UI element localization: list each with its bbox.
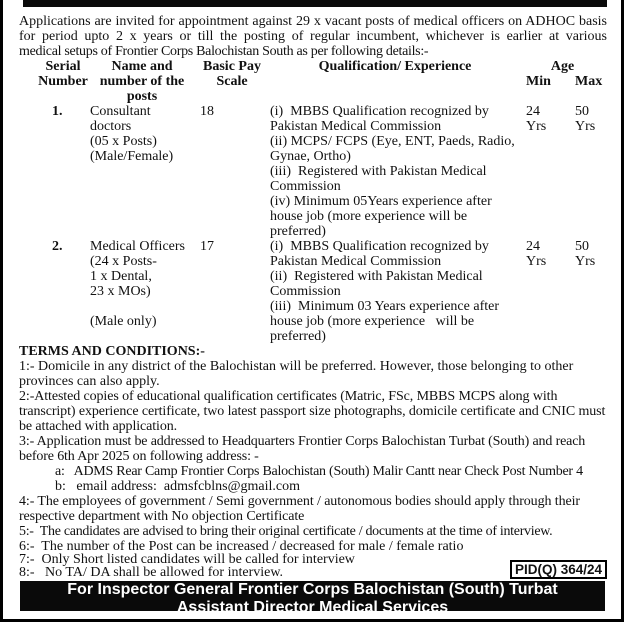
row-qualification: (i) MBBS Qualification recognized by	[270, 239, 489, 254]
term-item: 7:- Only Short listed candidates will be called for interview	[19, 552, 355, 567]
address-line-email: b: email address: admsfcblns@gmail.com	[55, 479, 301, 494]
header-qualification: Qualification/ Experience	[318, 59, 472, 74]
row-pay-scale: 17	[200, 239, 214, 254]
term-item: 8:- No TA/ DA shall be allowed for interview.	[19, 565, 284, 580]
row-qualification: Commission	[270, 179, 341, 194]
row-qualification: (iii) Minimum 03 Years experience after	[270, 299, 499, 314]
row-post-name: (24 x Posts-	[90, 254, 157, 269]
row-qualification: (ii) Registered with Pakistan Medical	[270, 269, 483, 284]
intro-line: for period upto 2 x years or till the posting of regular incumbent, whichever is earlier at various	[19, 29, 607, 44]
row-qualification: preferred)	[270, 224, 326, 239]
row-qualification: preferred)	[270, 329, 326, 344]
row-serial: 1.	[52, 104, 63, 119]
row-age-min: 24	[526, 104, 540, 119]
header-pay-scale: Scale	[216, 74, 248, 89]
header-name: posts	[126, 89, 158, 104]
footer-designation: Assistant Director Medical Services	[176, 599, 449, 616]
header-age-max: Max	[575, 74, 603, 89]
row-age-max: Yrs	[575, 119, 596, 134]
row-post-name: (Male only)	[90, 314, 157, 329]
row-age-min: Yrs	[526, 254, 547, 269]
row-age-min: Yrs	[526, 119, 547, 134]
footer-signatory: For Inspector General Frontier Corps Balochistan (South) Turbat	[67, 581, 558, 598]
row-post-name: (05 x Posts)	[90, 134, 157, 149]
row-qualification: Gynae, Ortho)	[270, 149, 351, 164]
header-serial: Serial	[45, 59, 81, 74]
row-post-name: 1 x Dental,	[90, 269, 152, 284]
row-qualification: Pakistan Medical Commission	[270, 119, 442, 134]
header-age: Age	[550, 59, 575, 74]
row-qualification: Commission	[270, 284, 341, 299]
row-qualification: Pakistan Medical Commission	[270, 254, 442, 269]
header-age-min: Min	[526, 74, 551, 89]
row-qualification: (iv) Minimum 05Years experience after	[270, 194, 492, 209]
row-post-name: 23 x MOs)	[90, 284, 151, 299]
row-age-max: 50	[575, 239, 589, 254]
row-age-min: 24	[526, 239, 540, 254]
terms-title: TERMS AND CONDITIONS:-	[19, 344, 205, 359]
row-age-max: 50	[575, 104, 589, 119]
term-item: 1:- Domicile in any district of the Balochistan will be preferred. However, those belonging to other provinces can also apply.	[19, 359, 574, 389]
row-age-max: Yrs	[575, 254, 596, 269]
row-pay-scale: 18	[200, 104, 214, 119]
term-item: 2:-Attested copies of educational qualification certificates (Matric, FSc, MBBS MCPS along with transcript) experience certificate, two latest passport size photographs, domicile certificate and CNIC must be attached with application.	[19, 389, 606, 434]
header-serial: Number	[38, 74, 88, 89]
row-qualification: house job (more experience will be	[270, 209, 468, 224]
row-serial: 2.	[52, 239, 63, 254]
intro-line: medical setups of Frontier Corps Balochistan South as per following details:-	[19, 44, 429, 59]
term-item: 4:- The employees of government / Semi government / autonomous bodies should apply through their respective department with No objection Certificate	[19, 494, 580, 524]
row-post-name: (Male/Female)	[90, 149, 174, 164]
footer-bar	[20, 581, 605, 616]
row-post-name: Medical Officers	[90, 239, 185, 254]
row-qualification: (ii) MCPS/ FCPS (Eye, ENT, Paeds, Radio,	[270, 134, 515, 149]
row-qualification: house job (more experience will be	[270, 314, 475, 329]
header-name: Name and	[111, 59, 173, 74]
pid-badge: PID(Q) 364/24	[510, 560, 607, 579]
header-pay-scale: Basic Pay	[203, 59, 261, 74]
row-qualification: (iii) Registered with Pakistan Medical	[270, 164, 487, 179]
row-post-name: doctors	[90, 119, 132, 134]
term-item: 5:- The candidates are advised to bring their original certificate / documents at the time of interview.	[19, 524, 553, 539]
row-qualification: (i) MBBS Qualification recognized by	[270, 104, 489, 119]
header-bar	[23, 0, 607, 7]
term-item: 3:- Application must be addressed to Headquarters Frontier Corps Balochistan Turbat (South) and reach before 6th Apr 2025 on following address: -	[19, 434, 586, 464]
intro-line: Applications are invited for appointment against 29 x vacant posts of medical officers on ADHOC basis	[19, 14, 607, 29]
header-name: number of the	[99, 74, 185, 89]
address-line-postal: a: ADMS Rear Camp Frontier Corps Balochistan (South) Malir Cantt near Check Post Number 4	[55, 464, 583, 479]
row-post-name: Consultant	[90, 104, 151, 119]
term-item: 6:- The number of the Post can be increased / decreased for male / female ratio	[19, 539, 464, 554]
